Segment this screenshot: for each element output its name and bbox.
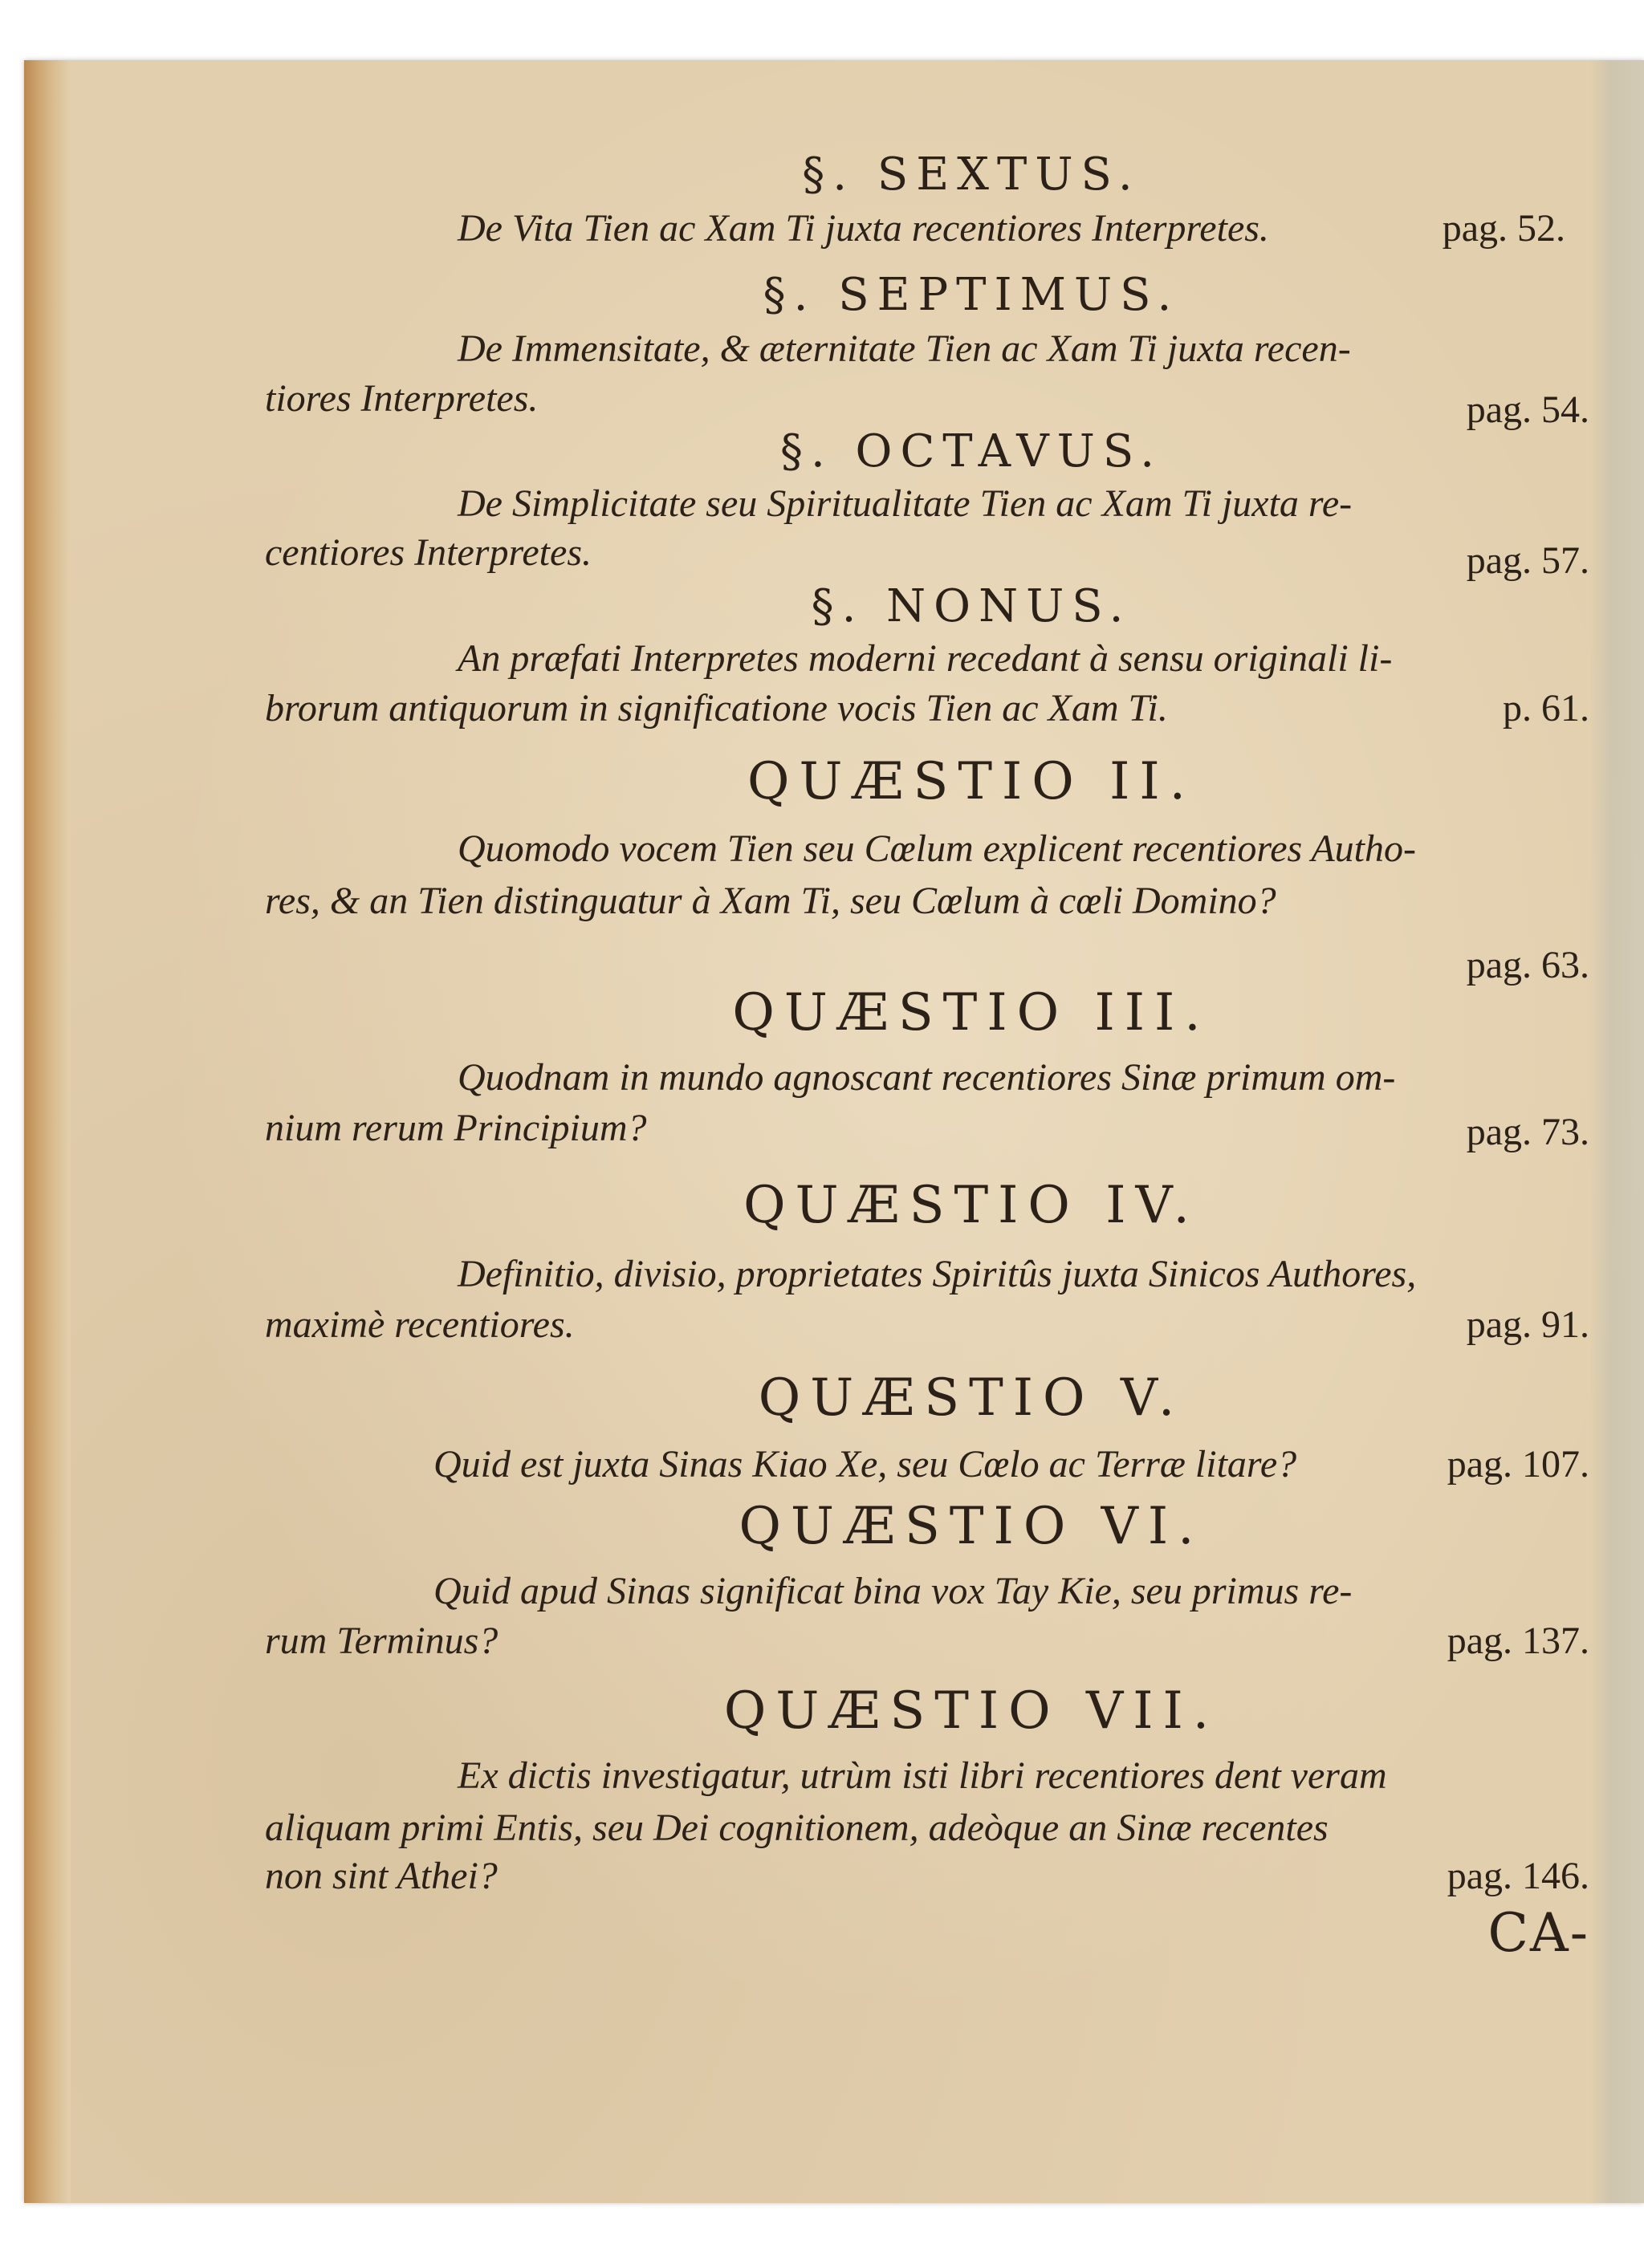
question-heading: QUÆSTIO VII. — [723, 1681, 1219, 1741]
entry-line: Quodnam in mundo agnoscant recentiores Sinæ primum om- — [458, 1056, 1396, 1099]
entry-line: aliquam primi Entis, seu Dei cognitionem, adeòque an Sinæ recentes — [265, 1807, 1329, 1849]
entry-line: rum Terminus? — [265, 1620, 498, 1662]
entry-line: maximè recentiores. — [265, 1303, 575, 1346]
entry-line: tiores Interpretes. — [265, 377, 539, 420]
entry-line: An præfati Interpretes moderni recedant à sensu originali li- — [458, 637, 1393, 680]
entry-line: Quomodo vocem Tien seu Cœlum explicent recentiores Autho- — [458, 827, 1416, 870]
entry-line: res, & an Tien distinguatur à Xam Ti, seu Cœlum à cœli Domino? — [265, 880, 1276, 922]
entry-line: Quid apud Sinas significat bina vox Tay Kie, seu primus re- — [433, 1570, 1353, 1612]
page-gutter — [1589, 60, 1644, 2203]
question-heading: QUÆSTIO VI. — [739, 1497, 1204, 1556]
page-reference: pag. 63. — [1466, 944, 1589, 986]
question-heading: QUÆSTIO V. — [758, 1368, 1185, 1428]
entry-line: Ex dictis investigatur, utrùm isti libri recentiores dent veram — [458, 1754, 1387, 1797]
page-reference: pag. 52. — [1442, 207, 1565, 250]
entry-line: nium rerum Principium? — [265, 1107, 647, 1149]
entry-line: centiores Interpretes. — [265, 531, 592, 574]
entry-line: brorum antiquorum in significatione vocis Tien ac Xam Ti. — [265, 687, 1168, 730]
page-reference: pag. 137. — [1447, 1620, 1589, 1662]
section-heading: §. NONUS. — [811, 580, 1132, 632]
page-reference: pag. 73. — [1466, 1111, 1589, 1153]
section-heading: §. SEPTIMUS. — [763, 269, 1180, 321]
question-heading: QUÆSTIO II. — [747, 752, 1195, 811]
entry-line: De Vita Tien ac Xam Ti juxta recentiores Interpretes. — [458, 207, 1269, 250]
entry-line: Quid est juxta Sinas Kiao Xe, seu Cœlo ac Terræ litare? — [433, 1443, 1297, 1486]
page-reference: pag. 91. — [1466, 1303, 1589, 1346]
question-heading: QUÆSTIO III. — [732, 983, 1211, 1043]
entry-line: De Immensitate, & æternitate Tien ac Xam Ti juxta recen- — [458, 327, 1351, 370]
entry-line: De Simplicitate seu Spiritualitate Tien ac Xam Ti juxta re- — [458, 482, 1353, 525]
page-reference: pag. 57. — [1466, 539, 1589, 582]
catchword: CA- — [1487, 1902, 1589, 1964]
page-reference: pag. 146. — [1447, 1855, 1589, 1897]
page-reference: pag. 54. — [1466, 388, 1589, 431]
section-heading: §. OCTAVUS. — [779, 425, 1163, 478]
page-reference: p. 61. — [1503, 687, 1589, 730]
question-heading: QUÆSTIO IV. — [743, 1176, 1199, 1235]
page-left-edge — [24, 60, 71, 2203]
page-reference: pag. 107. — [1447, 1443, 1589, 1486]
entry-line: Definitio, divisio, proprietates Spiritûs juxta Sinicos Authores, — [458, 1253, 1417, 1295]
section-heading: §. SEXTUS. — [802, 148, 1141, 201]
entry-line: non sint Athei? — [265, 1855, 498, 1897]
